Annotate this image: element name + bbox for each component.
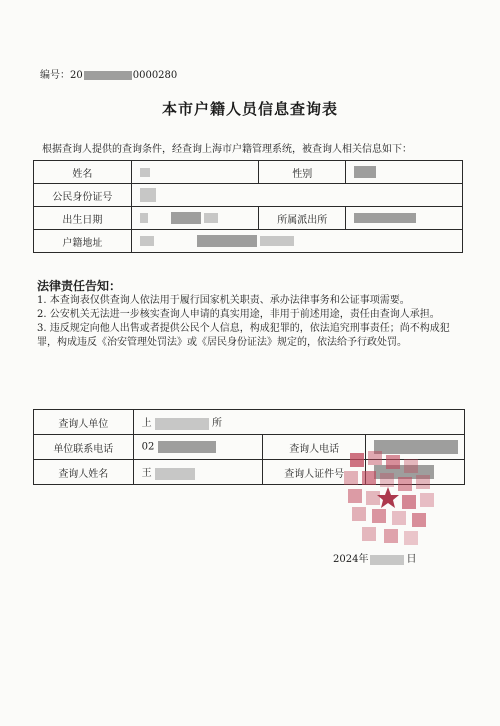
name-label: 姓名 (34, 161, 132, 184)
redaction-block (370, 555, 404, 565)
document-title: 本市户籍人员信息查询表 (161, 100, 338, 118)
address-value (131, 230, 462, 253)
intro-text: 根据查询人提供的查询条件，经查询上海市户籍管理系统，被查询人相关信息如下： (42, 144, 412, 155)
requester-unit-label: 查询人单位 (34, 410, 134, 435)
issue-date (333, 550, 416, 565)
legal-notice-item: 2. 公安机关无法进一步核实查询人申请的真实用途，非用于前述用途，责任由查询人承担。 (37, 309, 440, 320)
issue-date-day-mark: 日 (406, 554, 417, 565)
legal-notice-title: 法律责任告知： (37, 279, 122, 293)
document-number-prefix: 编号：20 (40, 70, 83, 81)
unit-phone-value (133, 435, 263, 460)
requester-unit-value (133, 410, 464, 435)
requester-unit-tail: 所 (212, 418, 223, 430)
id-number-value (131, 184, 462, 207)
id-number-label: 公民身份证号 (34, 184, 132, 207)
unit-phone-label: 单位联系电话 (34, 435, 134, 460)
legal-notice-item: 1. 本查询表仅供查询人依法用于履行国家机关职责、承办法律事务和公证事项需要。 (37, 295, 410, 306)
gender-label: 性别 (259, 161, 346, 184)
document-number (40, 66, 177, 81)
requester-name-text: 王 (141, 468, 152, 480)
legal-notice (37, 279, 467, 350)
requester-unit-text: 上 (141, 418, 152, 430)
issue-date-year-mark: 年 (358, 554, 369, 565)
address-label: 户籍地址 (34, 230, 132, 253)
person-info-table (33, 160, 463, 253)
unit-phone-text: 02 (141, 441, 155, 453)
police-station-label: 所属派出所 (259, 207, 346, 230)
birth-date-value (131, 207, 259, 230)
police-station-value (346, 207, 463, 230)
redaction-block (84, 71, 132, 80)
name-value (131, 161, 259, 184)
gender-value (346, 161, 463, 184)
requester-cert-label: 查询人证件号 (263, 460, 366, 485)
requester-phone-label: 查询人电话 (263, 435, 366, 460)
requester-name-value (133, 460, 263, 485)
document-number-suffix: 0000280 (132, 70, 178, 81)
birth-date-label: 出生日期 (34, 207, 132, 230)
issue-date-year: 2024 (333, 554, 359, 565)
requester-name-label: 查询人姓名 (34, 460, 134, 485)
official-stamp-seal (342, 449, 442, 549)
legal-notice-item: 3. 违反规定向他人出售或者提供公民个人信息，构成犯罪的，依法追究刑事责任；尚不构成犯罪，构成违反《治安管理处罚法》或《居民身份证法》规定的，依法给予行政处罚。 (37, 323, 450, 348)
